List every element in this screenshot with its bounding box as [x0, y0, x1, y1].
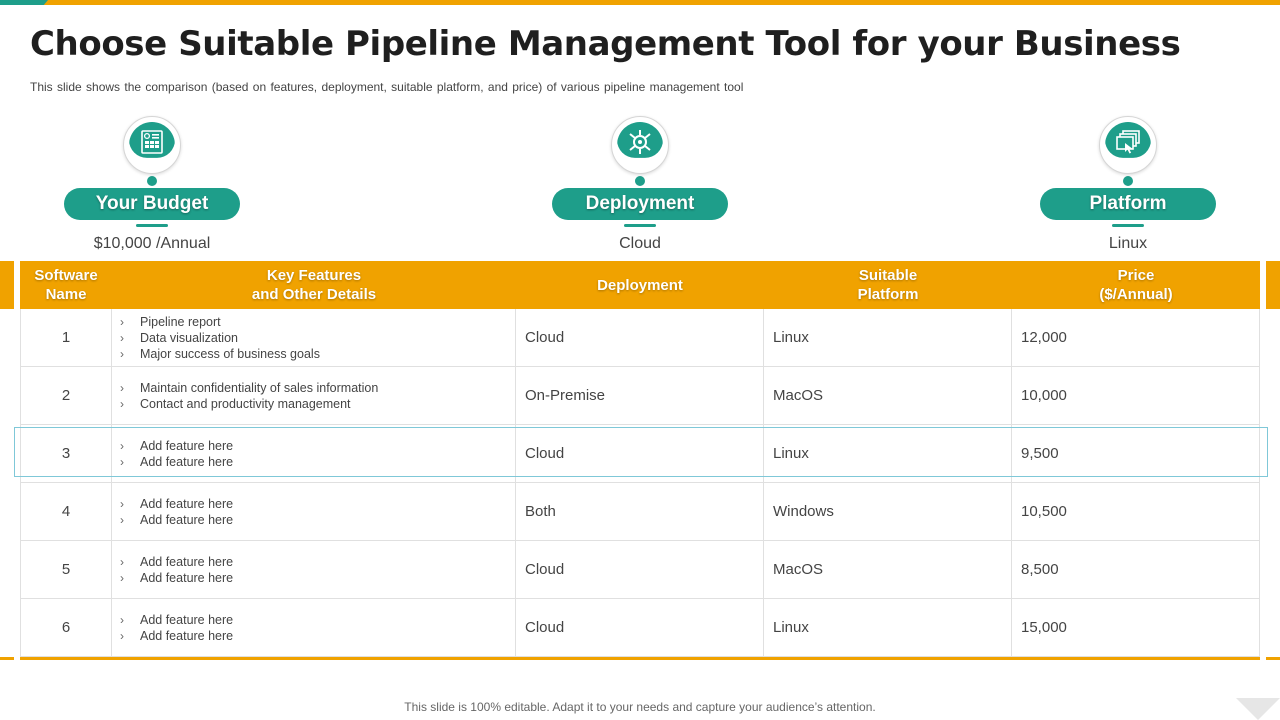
cell-deployment: Cloud: [516, 541, 764, 598]
top-accent-bar: [0, 0, 1280, 5]
cell-price: 10,500: [1012, 483, 1260, 540]
feature-item: [120, 570, 233, 586]
chevron-right-icon: ›: [120, 380, 124, 395]
cell-platform: MacOS: [764, 367, 1012, 424]
cell-deployment: Cloud: [516, 425, 764, 482]
chevron-right-icon: ›: [120, 396, 124, 411]
criterion-icon-badge: [1099, 116, 1157, 174]
cell-price: 8,500: [1012, 541, 1260, 598]
criterion-connector-dot: [147, 176, 157, 186]
feature-text: Add feature here: [140, 454, 234, 469]
feature-text: Major success of business goals: [140, 346, 320, 361]
criterion-label: Platform: [1040, 188, 1216, 220]
criterion-underline: [136, 224, 168, 227]
chevron-right-icon: ›: [120, 512, 124, 527]
feature-text: Contact and productivity management: [140, 396, 351, 411]
header-suitable-platform: Suitable Platform: [857, 267, 919, 303]
feature-text: Data visualization: [140, 330, 238, 345]
chevron-right-icon: ›: [120, 314, 124, 329]
top-teal-accent: [0, 0, 48, 5]
deployment-network-icon: [627, 129, 653, 155]
criterion-deployment: [552, 116, 728, 253]
feature-item: [120, 628, 233, 644]
table-row: [20, 425, 1260, 483]
chevron-right-icon: ›: [120, 554, 124, 569]
cell-deployment: On-Premise: [516, 367, 764, 424]
cell-platform: MacOS: [764, 541, 1012, 598]
criterion-platform: [1040, 116, 1216, 253]
criterion-label: Deployment: [552, 188, 728, 220]
cell-deployment: Both: [516, 483, 764, 540]
cell-platform: Linux: [764, 309, 1012, 366]
cell-features: [112, 599, 516, 656]
criterion-value: $10,000 /Annual: [93, 235, 211, 252]
criterion-label: Your Budget: [64, 188, 240, 220]
cell-software-id: 5: [20, 541, 112, 598]
feature-item: [120, 612, 233, 628]
feature-text: Add feature here: [140, 570, 234, 585]
chevron-right-icon: ›: [120, 612, 124, 627]
cell-deployment: Cloud: [516, 309, 764, 366]
chevron-right-icon: ›: [120, 330, 124, 345]
criterion-icon-badge: [611, 116, 669, 174]
feature-item: [120, 454, 233, 470]
platform-screens-icon: [1115, 129, 1141, 155]
table-bottom-rule: [20, 657, 1260, 660]
cell-price: 9,500: [1012, 425, 1260, 482]
table-row: [20, 483, 1260, 541]
chevron-right-icon: ›: [120, 570, 124, 585]
cell-platform: Linux: [764, 599, 1012, 656]
comparison-table: [20, 261, 1260, 660]
feature-item: [120, 496, 233, 512]
table-row: [20, 367, 1260, 425]
feature-item: [120, 346, 320, 362]
criterion-connector-dot: [635, 176, 645, 186]
header-deployment: Deployment: [597, 276, 683, 294]
left-side-tab: [0, 261, 14, 309]
cell-features: [112, 309, 516, 366]
feature-text: Maintain confidentiality of sales information: [140, 380, 379, 395]
table-row: [20, 599, 1260, 657]
cell-features: [112, 367, 516, 424]
feature-text: Add feature here: [140, 438, 234, 453]
cell-price: 15,000: [1012, 599, 1260, 656]
corner-decoration: [1236, 698, 1280, 720]
criterion-underline: [1112, 224, 1144, 227]
feature-text: Add feature here: [140, 628, 234, 643]
cell-platform: Windows: [764, 483, 1012, 540]
chevron-right-icon: ›: [120, 628, 124, 643]
slide-footer: This slide is 100% editable. Adapt it to your needs and capture your audience’s attention.: [404, 700, 876, 714]
feature-text: Add feature here: [140, 554, 234, 569]
cell-software-id: 3: [20, 425, 112, 482]
feature-item: [120, 554, 233, 570]
cell-deployment: Cloud: [516, 599, 764, 656]
cell-price: 10,000: [1012, 367, 1260, 424]
feature-text: Add feature here: [140, 612, 234, 627]
criterion-value: Cloud: [619, 235, 661, 252]
feature-item: [120, 380, 378, 396]
criterion-value: Linux: [1108, 235, 1148, 252]
table-header: [20, 261, 1260, 309]
feature-item: [120, 438, 233, 454]
chevron-right-icon: ›: [120, 496, 124, 511]
feature-text: Add feature here: [140, 496, 234, 511]
slide-subtitle: This slide shows the comparison (based on features, deployment, suitable platform, and price) of various pipeline management tool: [30, 80, 744, 94]
header-software-name: Software Name: [34, 267, 98, 303]
right-side-tab: [1266, 261, 1280, 309]
cell-features: [112, 483, 516, 540]
cell-platform: Linux: [764, 425, 1012, 482]
cell-software-id: 2: [20, 367, 112, 424]
cell-software-id: 1: [20, 309, 112, 366]
feature-item: [120, 396, 351, 412]
criterion-icon-badge: [123, 116, 181, 174]
chevron-right-icon: ›: [120, 454, 124, 469]
feature-text: Pipeline report: [140, 314, 221, 329]
criterion-connector-dot: [1123, 176, 1133, 186]
table-row: [20, 541, 1260, 599]
left-side-line: [0, 657, 14, 660]
cell-software-id: 6: [20, 599, 112, 656]
criterion-underline: [624, 224, 656, 227]
cell-price: 12,000: [1012, 309, 1260, 366]
header-price: Price ($/Annual): [1099, 267, 1173, 303]
feature-item: [120, 512, 233, 528]
cell-features: [112, 541, 516, 598]
cell-features: [112, 425, 516, 482]
chevron-right-icon: ›: [120, 438, 124, 453]
right-side-line: [1266, 657, 1280, 660]
feature-text: Add feature here: [140, 512, 234, 527]
budget-document-icon: [139, 129, 165, 155]
feature-item: [120, 330, 238, 346]
criterion-budget: [64, 116, 240, 253]
slide-title: Choose Suitable Pipeline Management Tool for your Business: [30, 24, 1181, 64]
feature-item: [120, 314, 221, 330]
cell-software-id: 4: [20, 483, 112, 540]
header-key-features: Key Features and Other Details: [251, 267, 377, 303]
chevron-right-icon: ›: [120, 346, 124, 361]
table-row: [20, 309, 1260, 367]
